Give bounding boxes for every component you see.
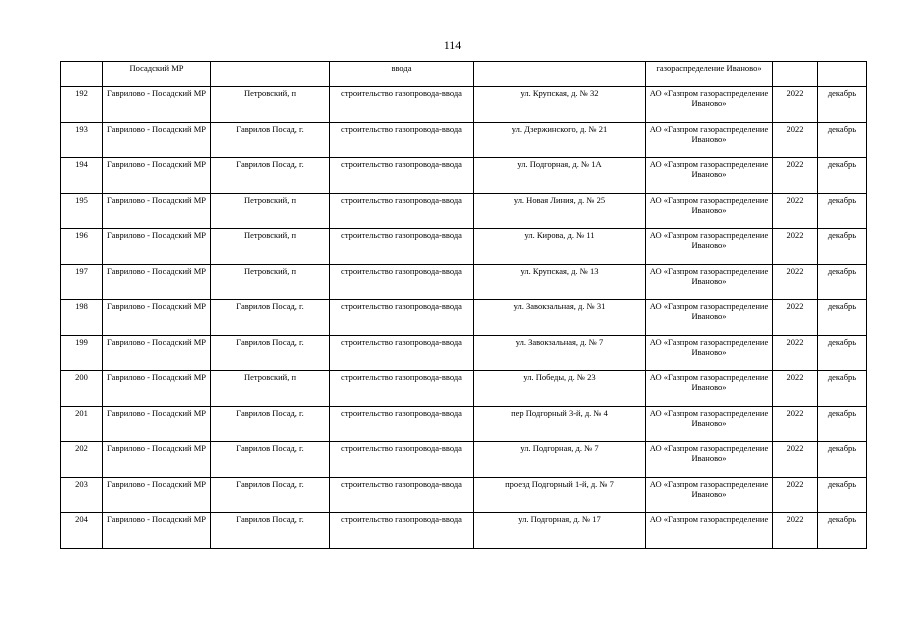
cell-municipality: Гаврилово - Посадский МР (103, 87, 211, 123)
table-row (61, 335, 867, 371)
cell-month: декабрь (818, 87, 867, 123)
cell-locality: Петровский, п (211, 193, 330, 229)
cell-address (474, 62, 646, 87)
cell-locality: Гаврилов Посад, г. (211, 513, 330, 549)
cell-municipality: Гаврилово - Посадский МР (103, 442, 211, 478)
cell-year: 2022 (773, 477, 818, 513)
cell-work: строительство газопровода-ввода (330, 477, 474, 513)
cell-month: декабрь (818, 477, 867, 513)
cell-organization: АО «Газпром газораспределение Иваново» (646, 158, 773, 194)
cell-year: 2022 (773, 513, 818, 549)
cell-work: строительство газопровода-ввода (330, 122, 474, 158)
cell-year: 2022 (773, 264, 818, 300)
cell-month: декабрь (818, 513, 867, 549)
cell-municipality: Гаврилово - Посадский МР (103, 264, 211, 300)
cell-num: 201 (61, 406, 103, 442)
cell-num: 192 (61, 87, 103, 123)
cell-num: 194 (61, 158, 103, 194)
cell-address: ул. Завокзальная, д. № 7 (474, 335, 646, 371)
cell-work: строительство газопровода-ввода (330, 335, 474, 371)
table-row (61, 158, 867, 194)
cell-municipality: Гаврилово - Посадский МР (103, 300, 211, 336)
cell-month: декабрь (818, 229, 867, 265)
cell-municipality: Гаврилово - Посадский МР (103, 371, 211, 407)
cell-municipality: Гаврилово - Посадский МР (103, 158, 211, 194)
cell-num: 195 (61, 193, 103, 229)
cell-work: строительство газопровода-ввода (330, 442, 474, 478)
cell-num: 203 (61, 477, 103, 513)
cell-organization: газораспределение Иваново» (646, 62, 773, 87)
cell-locality: Гаврилов Посад, г. (211, 335, 330, 371)
cell-work: строительство газопровода-ввода (330, 513, 474, 549)
cell-locality (211, 62, 330, 87)
table-row (61, 513, 867, 549)
cell-num: 199 (61, 335, 103, 371)
cell-year: 2022 (773, 122, 818, 158)
table-row-continued (61, 62, 867, 87)
cell-locality: Петровский, п (211, 87, 330, 123)
cell-month (818, 62, 867, 87)
cell-organization: АО «Газпром газораспределение Иваново» (646, 122, 773, 158)
cell-address: пер Подгорный 3-й, д. № 4 (474, 406, 646, 442)
cell-year: 2022 (773, 300, 818, 336)
cell-num (61, 62, 103, 87)
cell-year: 2022 (773, 158, 818, 194)
cell-month: декабрь (818, 406, 867, 442)
cell-address: проезд Подгорный 1-й, д. № 7 (474, 477, 646, 513)
cell-num: 198 (61, 300, 103, 336)
cell-locality: Гаврилов Посад, г. (211, 122, 330, 158)
cell-address: ул. Крупская, д. № 32 (474, 87, 646, 123)
cell-organization: АО «Газпром газораспределение Иваново» (646, 335, 773, 371)
cell-municipality: Гаврилово - Посадский МР (103, 406, 211, 442)
cell-address: ул. Подгорная, д. № 1А (474, 158, 646, 194)
table-row (61, 371, 867, 407)
cell-municipality: Гаврилово - Посадский МР (103, 122, 211, 158)
cell-address: ул. Подгорная, д. № 7 (474, 442, 646, 478)
cell-num: 197 (61, 264, 103, 300)
cell-municipality: Гаврилово - Посадский МР (103, 335, 211, 371)
cell-organization: АО «Газпром газораспределение Иваново» (646, 264, 773, 300)
table-row (61, 477, 867, 513)
cell-work: строительство газопровода-ввода (330, 371, 474, 407)
cell-work: строительство газопровода-ввода (330, 229, 474, 265)
cell-work: строительство газопровода-ввода (330, 87, 474, 123)
cell-organization: АО «Газпром газораспределение Иваново» (646, 371, 773, 407)
cell-locality: Гаврилов Посад, г. (211, 158, 330, 194)
cell-work: ввода (330, 62, 474, 87)
table-row (61, 406, 867, 442)
table-row (61, 122, 867, 158)
cell-year: 2022 (773, 87, 818, 123)
cell-year: 2022 (773, 193, 818, 229)
cell-work: строительство газопровода-ввода (330, 193, 474, 229)
table-row (61, 87, 867, 123)
cell-municipality: Гаврилово - Посадский МР (103, 193, 211, 229)
cell-month: декабрь (818, 442, 867, 478)
cell-locality: Петровский, п (211, 229, 330, 265)
cell-num: 193 (61, 122, 103, 158)
page-number: 114 (443, 38, 462, 52)
cell-num: 196 (61, 229, 103, 265)
cell-month: декабрь (818, 158, 867, 194)
cell-month: декабрь (818, 300, 867, 336)
cell-year: 2022 (773, 406, 818, 442)
cell-address: ул. Победы, д. № 23 (474, 371, 646, 407)
cell-work: строительство газопровода-ввода (330, 300, 474, 336)
cell-municipality: Гаврилово - Посадский МР (103, 229, 211, 265)
cell-num: 204 (61, 513, 103, 549)
cell-organization: АО «Газпром газораспределение Иваново» (646, 406, 773, 442)
cell-year: 2022 (773, 371, 818, 407)
cell-municipality: Гаврилово - Посадский МР (103, 513, 211, 549)
cell-address: ул. Новая Линия, д. № 25 (474, 193, 646, 229)
cell-num: 202 (61, 442, 103, 478)
table-row (61, 300, 867, 336)
cell-year: 2022 (773, 335, 818, 371)
cell-locality: Петровский, п (211, 264, 330, 300)
cell-address: ул. Дзержинского, д. № 21 (474, 122, 646, 158)
cell-organization: АО «Газпром газораспределение Иваново» (646, 300, 773, 336)
cell-address: ул. Кирова, д. № 11 (474, 229, 646, 265)
cell-month: декабрь (818, 335, 867, 371)
cell-organization: АО «Газпром газораспределение Иваново» (646, 442, 773, 478)
cell-organization: АО «Газпром газораспределение Иваново» (646, 87, 773, 123)
cell-locality: Гаврилов Посад, г. (211, 477, 330, 513)
cell-organization: АО «Газпром газораспределение Иваново» (646, 193, 773, 229)
table-row (61, 229, 867, 265)
cell-locality: Петровский, п (211, 371, 330, 407)
cell-organization: АО «Газпром газораспределение (646, 513, 773, 549)
cell-year (773, 62, 818, 87)
table-row (61, 193, 867, 229)
cell-organization: АО «Газпром газораспределение Иваново» (646, 229, 773, 265)
cell-num: 200 (61, 371, 103, 407)
cell-month: декабрь (818, 371, 867, 407)
cell-locality: Гаврилов Посад, г. (211, 442, 330, 478)
cell-address: ул. Подгорная, д. № 17 (474, 513, 646, 549)
cell-work: строительство газопровода-ввода (330, 264, 474, 300)
table-body (61, 62, 867, 549)
gasification-table (60, 61, 867, 549)
cell-locality: Гаврилов Посад, г. (211, 300, 330, 336)
cell-work: строительство газопровода-ввода (330, 406, 474, 442)
cell-locality: Гаврилов Посад, г. (211, 406, 330, 442)
cell-municipality: Гаврилово - Посадский МР (103, 477, 211, 513)
cell-work: строительство газопровода-ввода (330, 158, 474, 194)
table-row (61, 442, 867, 478)
cell-month: декабрь (818, 264, 867, 300)
cell-month: декабрь (818, 193, 867, 229)
table-row (61, 264, 867, 300)
cell-address: ул. Завокзальная, д. № 31 (474, 300, 646, 336)
cell-year: 2022 (773, 229, 818, 265)
cell-year: 2022 (773, 442, 818, 478)
cell-organization: АО «Газпром газораспределение Иваново» (646, 477, 773, 513)
cell-address: ул. Крупская, д. № 13 (474, 264, 646, 300)
cell-month: декабрь (818, 122, 867, 158)
cell-municipality: Посадский МР (103, 62, 211, 87)
